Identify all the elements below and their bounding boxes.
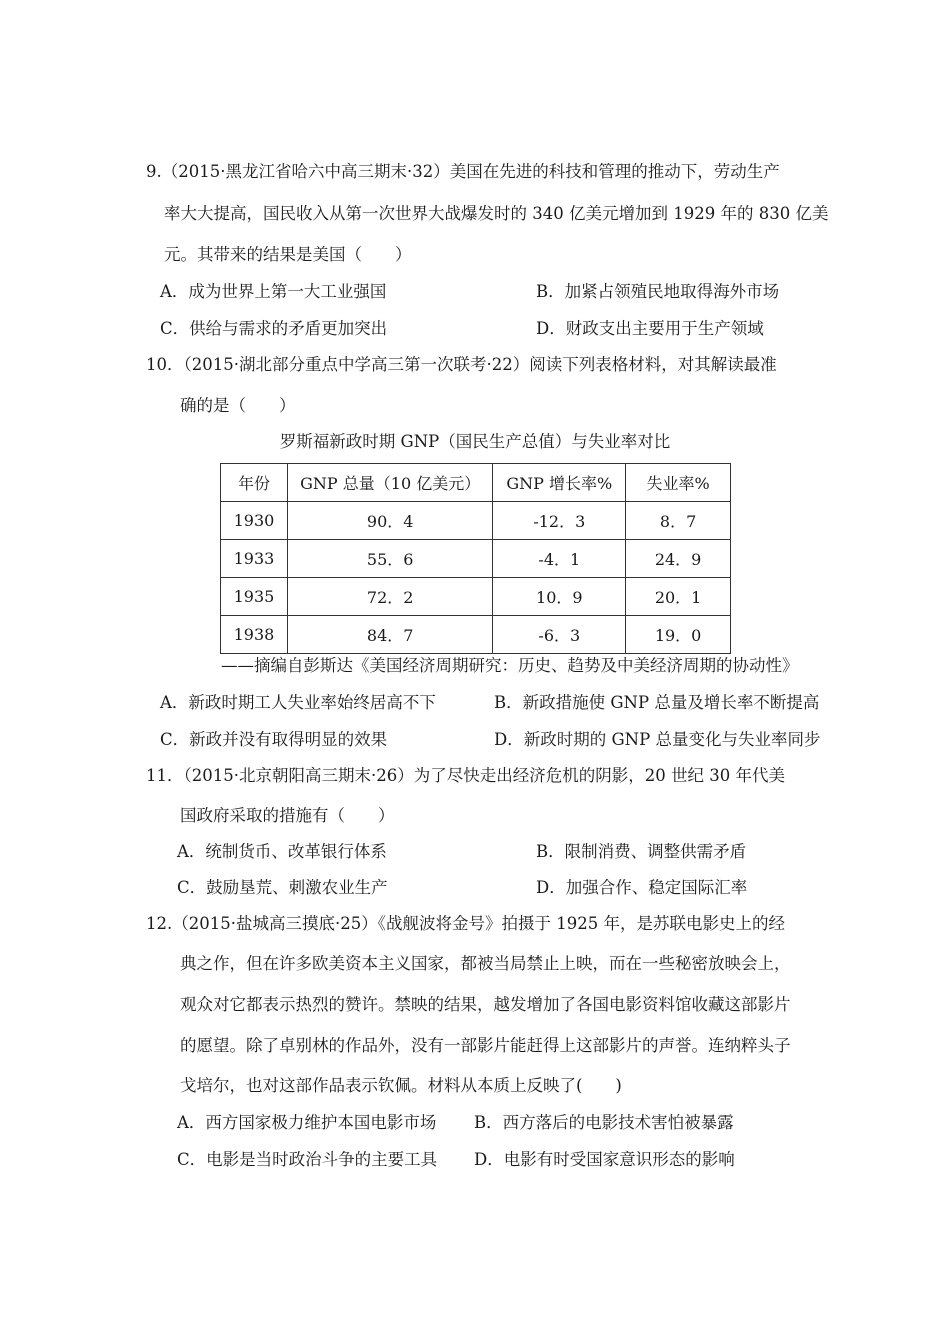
q11-line-1: 11．（2015·北京朝阳高三期末·26）为了尽快走出经济危机的阴影，20 世纪 30 年代美 <box>146 766 785 785</box>
q12-line-2: 典之作，但在许多欧美资本主义国家，都被当局禁止上映，而在一些秘密放映会上， <box>180 954 791 973</box>
q9-option-b: B．加紧占领殖民地取得海外市场 <box>536 282 780 301</box>
cell-gnp-total: 84．7 <box>287 616 493 654</box>
cell-year: 1933 <box>221 540 288 578</box>
cell-gnp-growth: -4．1 <box>493 540 626 578</box>
q12-line-3: 观众对它都表示热烈的赞许。禁映的结果，越发增加了各国电影资料馆收藏这部影片 <box>180 995 791 1014</box>
header-gnp-total: GNP 总量（10 亿美元） <box>287 464 493 502</box>
q10-line-2: 确的是（ ） <box>180 396 296 415</box>
cell-gnp-growth: -12．3 <box>493 502 626 540</box>
q12-line-1: 12.（2015·盐城高三摸底·25）《战舰波将金号》拍摄于 1925 年，是苏联电影史上的经 <box>146 914 785 933</box>
q11-line-2: 国政府采取的措施有（ ） <box>180 806 395 825</box>
q9-line-3: 元。其带来的结果是美国（ ） <box>164 245 412 264</box>
q10-line-1: 10．（2015·湖北部分重点中学高三第一次联考·22）阅读下列表格材料，对其解读最准 <box>146 355 777 374</box>
cell-year: 1930 <box>221 502 288 540</box>
q11-option-b: B．限制消费、调整供需矛盾 <box>536 842 747 861</box>
q12-line-4: 的愿望。除了卓别林的作品外，没有一部影片能赶得上这部影片的声誉。连纳粹头子 <box>180 1036 791 1055</box>
q12-option-c: C．电影是当时政治斗争的主要工具 <box>177 1150 438 1169</box>
cell-unemployment: 20．1 <box>626 578 731 616</box>
header-unemployment: 失业率% <box>626 464 731 502</box>
q9-option-c: C．供给与需求的矛盾更加突出 <box>160 319 388 338</box>
table-row <box>221 578 731 616</box>
q12-option-d: D．电影有时受国家意识形态的影响 <box>474 1150 735 1169</box>
table-header-row <box>221 464 731 502</box>
table-row <box>221 616 731 654</box>
cell-gnp-growth: 10．9 <box>493 578 626 616</box>
q11-option-c: C．鼓励垦荒、刺激农业生产 <box>177 878 388 897</box>
q11-option-a: A．统制货币、改革银行体系 <box>177 842 387 861</box>
cell-unemployment: 8．7 <box>626 502 731 540</box>
q12-option-b: B．西方落后的电影技术害怕被暴露 <box>474 1113 734 1132</box>
cell-gnp-growth: -6．3 <box>493 616 626 654</box>
q10-option-d: D．新政时期的 GNP 总量变化与失业率同步 <box>494 730 821 749</box>
table-source: ——摘编自彭斯达《美国经济周期研究：历史、趋势及中美经济周期的协动性》 <box>221 656 799 675</box>
q9-line-2: 率大大提高，国民收入从第一次世界大战爆发时的 340 亿美元增加到 1929 年的 830 亿美 <box>164 204 829 223</box>
q9-line-1: 9.（2015·黑龙江省哈六中高三期末·32）美国在先进的科技和管理的推动下，劳动生产 <box>146 162 780 181</box>
q11-option-d: D．加强合作、稳定国际汇率 <box>536 878 748 897</box>
cell-unemployment: 19．0 <box>626 616 731 654</box>
table-row <box>221 502 731 540</box>
gnp-table <box>220 463 731 654</box>
q10-option-a: A．新政时期工人失业率始终居高不下 <box>160 693 436 712</box>
table-title: 罗斯福新政时期 GNP（国民生产总值）与失业率对比 <box>279 432 671 451</box>
cell-unemployment: 24．9 <box>626 540 731 578</box>
header-year: 年份 <box>221 464 288 502</box>
q12-option-a: A．西方国家极力维护本国电影市场 <box>177 1113 437 1132</box>
cell-gnp-total: 90．4 <box>287 502 493 540</box>
q10-option-b: B．新政措施使 GNP 总量及增长率不断提高 <box>494 693 820 712</box>
table-row <box>221 540 731 578</box>
q9-option-d: D．财政支出主要用于生产领域 <box>536 319 764 338</box>
cell-year: 1935 <box>221 578 288 616</box>
cell-year: 1938 <box>221 616 288 654</box>
q10-option-c: C．新政并没有取得明显的效果 <box>160 730 388 749</box>
q12-line-5: 戈培尔，也对这部作品表示钦佩。材料从本质上反映了( ) <box>180 1076 622 1095</box>
header-gnp-growth: GNP 增长率% <box>493 464 626 502</box>
cell-gnp-total: 55．6 <box>287 540 493 578</box>
q9-option-a: A．成为世界上第一大工业强国 <box>160 282 387 301</box>
cell-gnp-total: 72．2 <box>287 578 493 616</box>
